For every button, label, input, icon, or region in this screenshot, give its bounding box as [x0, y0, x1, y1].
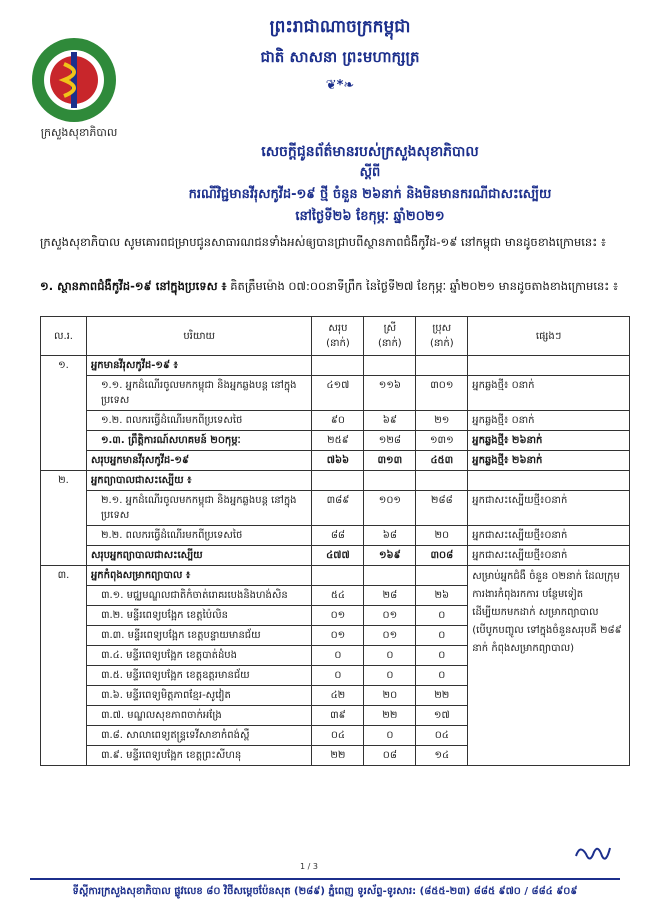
row-description: ៣.៤. មន្ទីរពេទ្យបង្អែក ខេត្តបាត់ដំបង	[86, 646, 312, 666]
row-male: ០	[416, 666, 468, 686]
row-description: ៣.៧. មណ្ឌលសុខភាពចាក់អង្រែ	[86, 706, 312, 726]
row-description: ១.៣. ព្រឹត្តិការណ៍សហគមន៍ ២០កុម្ភៈ	[86, 431, 312, 451]
table-row	[41, 431, 630, 451]
total-description: សរុបអ្នកមានវីរុសកូវីដ-១៩	[86, 451, 312, 471]
row-female: ០១	[364, 626, 416, 646]
header-description: បរិយាយ	[86, 317, 312, 356]
ministry-label: ក្រសួងសុខាភិបាល	[40, 126, 118, 139]
section-title: អ្នកមានវីរុសកូវីដ-១៩ ៖	[86, 356, 312, 376]
row-female: ១២៨	[364, 431, 416, 451]
row-female: ១០១	[364, 491, 416, 526]
row-male: ២៦	[416, 586, 468, 606]
total-female: ៣១៣	[364, 451, 416, 471]
section-number: ៣.	[41, 566, 87, 766]
total-other: អ្នកជាសះស្បើយថ្មី៖០នាក់	[468, 546, 630, 566]
section1-paragraph	[40, 276, 630, 296]
row-male: ២២	[416, 686, 468, 706]
row-description: ២.២. ពលករធ្វើដំណើរមកពីប្រទេសថៃ	[86, 526, 312, 546]
row-other: អ្នកជាសះស្បើយថ្មី៖០នាក់	[468, 491, 630, 526]
row-total: ៥៤	[312, 586, 364, 606]
row-female: ០៨	[364, 746, 416, 766]
header-female: ស្រី (នាក់)	[364, 317, 416, 356]
row-female: ០	[364, 666, 416, 686]
row-total: ០	[312, 646, 364, 666]
header-male: ប្រុស (នាក់)	[416, 317, 468, 356]
row-male: ២៨៨	[416, 491, 468, 526]
footer-address: ទីស្តីការក្រសួងសុខាភិបាល ផ្លូវលេខ ៨០ វិថីសម្តេចប៉ែនសុត (២៨៩) ភ្នំពេញ ទូរស័ព្ទ-ទូរសារ: (៨៥៥-២៣) ៨៨៥ ៩៧០ / ៨៨៤ ៩០៩	[72, 886, 578, 897]
row-male: ២១	[416, 411, 468, 431]
header-total: សរុប (នាក់)	[312, 317, 364, 356]
signature-mark	[572, 842, 612, 868]
document-subtitle-label: ស្តីពី	[359, 165, 381, 180]
row-other: អ្នកជាសះស្បើយថ្មី៖០នាក់	[468, 526, 630, 546]
row-total: ៣៩	[312, 706, 364, 726]
row-female: ២៨	[364, 586, 416, 606]
row-male: ៣០១	[416, 376, 468, 411]
row-male: ១៣១	[416, 431, 468, 451]
row-total: ២៥៩	[312, 431, 364, 451]
total-description: សរុបអ្នកព្យាបាលជាសះស្បើយ	[86, 546, 312, 566]
ornament-divider: ❦*❧	[325, 78, 355, 93]
row-total: ៩០	[312, 411, 364, 431]
ministry-logo	[28, 34, 120, 126]
section1-heading: ១. ស្ថានភាពជំងឺកូវីដ-១៩ នៅក្នុងប្រទេស ៖	[40, 279, 227, 293]
document-date: នៅថ្ងៃទី២៦ ខែកុម្ភៈ ឆ្នាំ២០២១	[295, 209, 445, 224]
row-female: ៦៨	[364, 526, 416, 546]
row-male: ០៤	[416, 726, 468, 746]
section-note: សម្រាប់អ្នកជំងឺ ចំនួន ០២នាក់ ដែលក្រុមការងារកំពុងរកការ បន្ថែមទៀត ដើម្បីយកមកដាក់ សម្រាកព្យាបាល (បើបូកបញ្ចូល ទៅក្នុងចំនួនសរុបគឺ ២៨៩ នាក់ កំពុងសម្រាកព្យាបាល)	[468, 566, 630, 766]
table-row	[41, 526, 630, 546]
row-description: ៣.៦. មន្ទីរពេទ្យមិត្តភាពខ្មែរ-សូវៀត	[86, 686, 312, 706]
document-subject: ករណីវិជ្ជមានវីរុសកូវីដ-១៩ ថ្មី ចំនួន ២៦នាក់ និងមិនមានករណីជាសះស្បើយ	[188, 187, 552, 202]
header-no: ល.រ.	[41, 317, 87, 356]
section-total-row	[41, 451, 630, 471]
section-title: អ្នកកំពុងសម្រាកព្យាបាល ៖	[86, 566, 312, 586]
section-number: ២.	[41, 471, 87, 566]
section-title-row	[41, 566, 630, 586]
row-other: អ្នកឆ្លងថ្មី៖ ០នាក់	[468, 411, 630, 431]
row-total: ៤២	[312, 686, 364, 706]
row-total: ០៤	[312, 726, 364, 746]
row-total: ៨៨	[312, 526, 364, 546]
table-row	[41, 411, 630, 431]
row-description: ៣.២. មន្ទីរពេទ្យបង្អែក ខេត្តប៉ៃលិន	[86, 606, 312, 626]
row-description: ៣.៨. សាលាពេទ្យឥន្ទ្រទេវីសាខាកំពង់ស្ពឺ	[86, 726, 312, 746]
covid-status-table	[40, 316, 630, 766]
row-description: ៣.៩. មន្ទីរពេទ្យបង្អែក ខេត្តព្រះសីហនុ	[86, 746, 312, 766]
section-number: ១.	[41, 356, 87, 471]
row-description: ៣.៣. មន្ទីរពេទ្យបង្អែក ខេត្តបន្ទាយមានជ័យ	[86, 626, 312, 646]
table-row	[41, 376, 630, 411]
total-male: ៣០៨	[416, 546, 468, 566]
table-row	[41, 491, 630, 526]
table-header-row	[41, 317, 630, 356]
row-female: ១១៦	[364, 376, 416, 411]
row-other: អ្នកឆ្លងថ្មី៖ ២៦នាក់	[468, 431, 630, 451]
total-total: ៤៧៧	[312, 546, 364, 566]
header-other: ផ្សេងៗ	[468, 317, 630, 356]
total-other: អ្នកឆ្លងថ្មី៖ ២៦នាក់	[468, 451, 630, 471]
row-male: ០	[416, 626, 468, 646]
row-female: ០១	[364, 606, 416, 626]
row-description: ១.១. អ្នកដំណើរចូលមកកម្ពុជា និងអ្នកឆ្លងបន្ត នៅក្នុងប្រទេស	[86, 376, 312, 411]
motto-heading: ជាតិ សាសនា ព្រះមហាក្សត្រ	[260, 48, 420, 66]
row-male: ២០	[416, 526, 468, 546]
section-title: អ្នកព្យាបាលជាសះស្បើយ ៖	[86, 471, 312, 491]
row-female: ២០	[364, 686, 416, 706]
row-female: ០	[364, 646, 416, 666]
row-total: ៤១៧	[312, 376, 364, 411]
row-total: ២២	[312, 746, 364, 766]
total-male: ៤៥៣	[416, 451, 468, 471]
row-female: ២២	[364, 706, 416, 726]
row-total: ០១	[312, 606, 364, 626]
intro-paragraph: ក្រសួងសុខាភិបាល សូមគោរពជម្រាបជូនសាធារណជនទាំងអស់ឲ្យបានជ្រាបពីស្ថានភាពជំងឺកូវីដ-១៩ នៅកម្ពុជា មានដូចខាងក្រោមនេះ ៖	[40, 235, 606, 249]
row-description: ១.២. ពលករធ្វើដំណើរមកពីប្រទេសថៃ	[86, 411, 312, 431]
kingdom-heading: ព្រះរាជាណាចក្រកម្ពុជា	[269, 17, 411, 37]
footer-divider	[30, 878, 620, 880]
section-total-row	[41, 546, 630, 566]
row-total: ០១	[312, 626, 364, 646]
row-female: ០	[364, 726, 416, 746]
section1-text: គិតត្រឹមម៉ោង ០៧:០០នាទីព្រឹក នៃថ្ងៃទី២៧ ខែកុម្ភៈ ឆ្នាំ២០២១ មានដូចតាងខាងក្រោមនេះ ៖	[226, 279, 619, 293]
row-description: ៣.៥. មន្ទីរពេទ្យបង្អែក ខេត្តឧត្តរមានជ័យ	[86, 666, 312, 686]
row-male: ១៤	[416, 746, 468, 766]
row-other: អ្នកឆ្លងថ្មី៖ ០នាក់	[468, 376, 630, 411]
row-total: ៣៨៩	[312, 491, 364, 526]
row-description: ៣.១. មជ្ឈមណ្ឌលជាតិកំចាត់រោគរបេងនិងហង់សិន	[86, 586, 312, 606]
row-male: ០	[416, 606, 468, 626]
total-female: ១៦៩	[364, 546, 416, 566]
section-title-row	[41, 471, 630, 491]
page-number: 1 / 3	[300, 862, 318, 871]
row-male: ០	[416, 646, 468, 666]
row-female: ៦៩	[364, 411, 416, 431]
section-title-row	[41, 356, 630, 376]
total-total: ៧៦៦	[312, 451, 364, 471]
row-male: ១៧	[416, 706, 468, 726]
row-total: ០	[312, 666, 364, 686]
document-title: សេចក្តីជូនព័ត៌មានរបស់ក្រសួងសុខាភិបាល	[261, 144, 479, 160]
row-description: ២.១. អ្នកដំណើរចូលមកកម្ពុជា និងអ្នកឆ្លងបន្ត នៅក្នុងប្រទេស	[86, 491, 312, 526]
